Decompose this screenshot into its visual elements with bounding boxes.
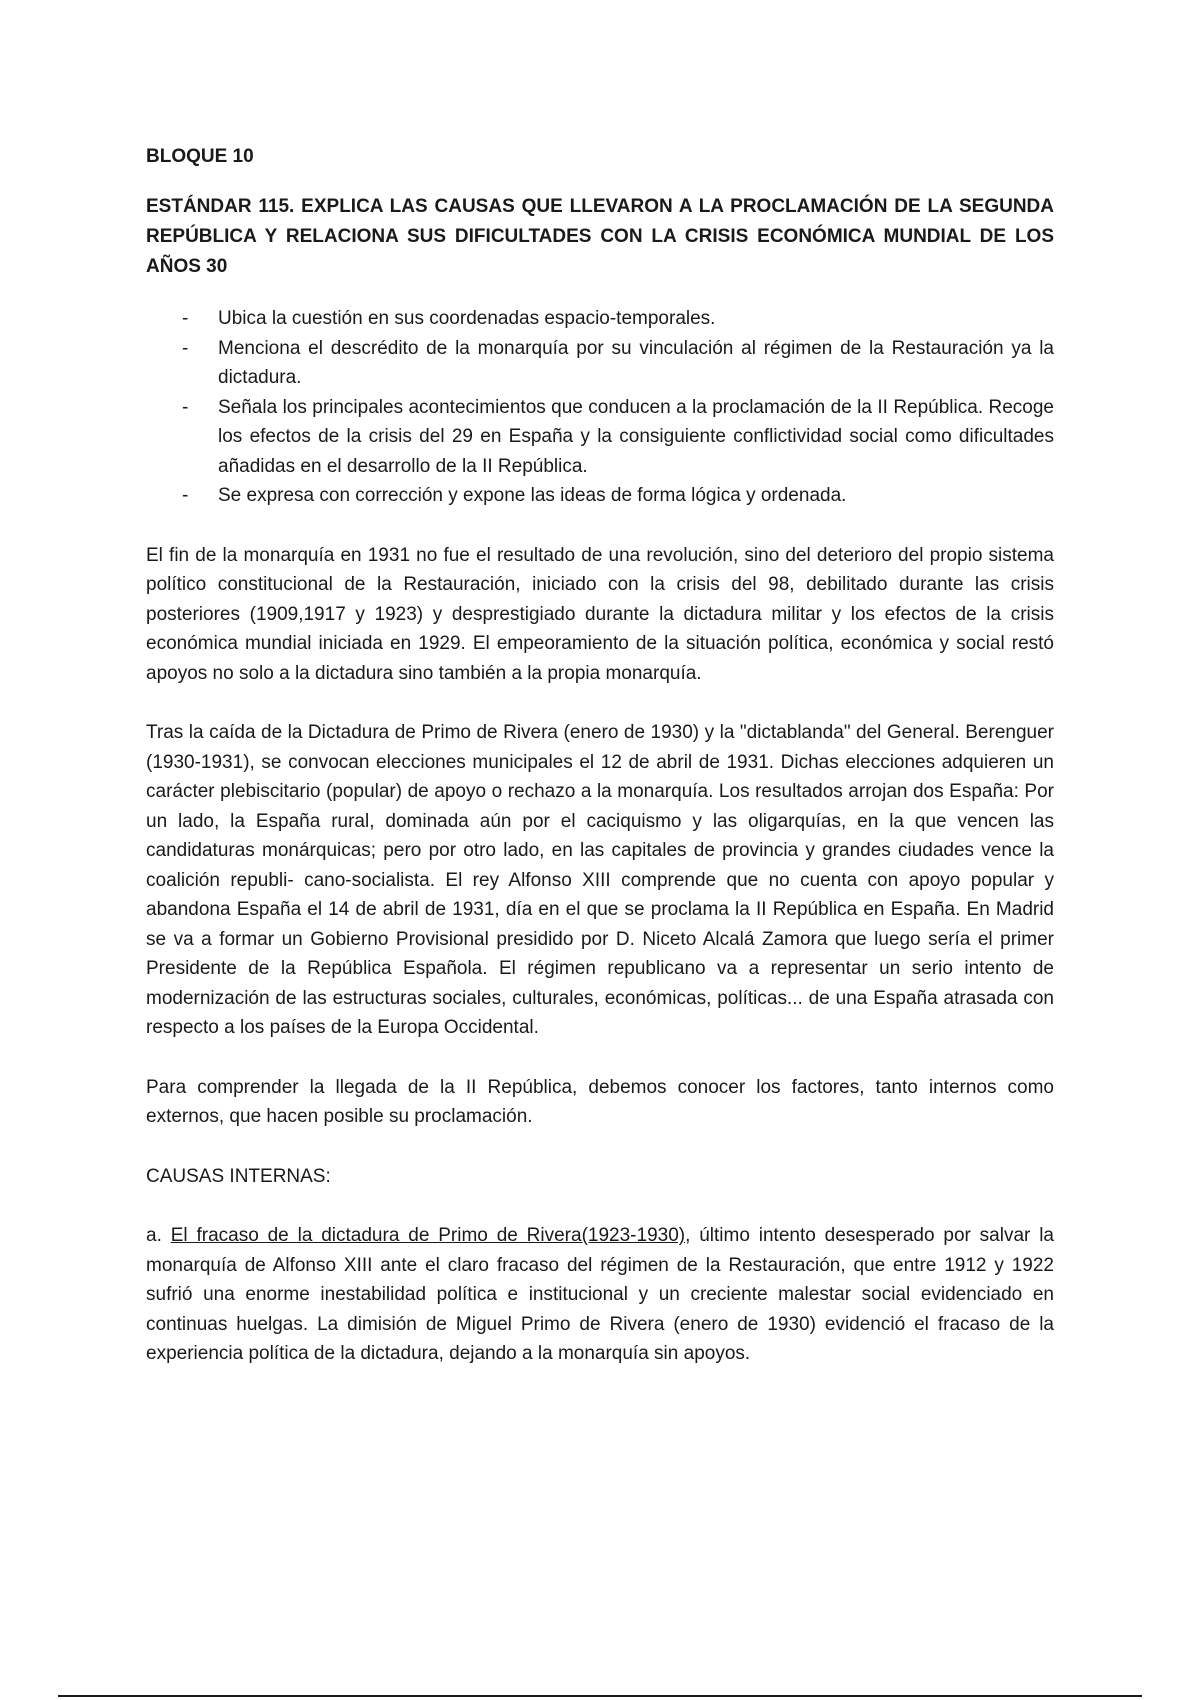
block-title: BLOQUE 10 (146, 146, 254, 167)
list-item (146, 393, 1054, 482)
criterion-text: Ubica la cuestión en sus coordenadas espacio-temporales. (218, 308, 716, 329)
cause-text: , último intento desesperado por salvar la monarquía de Alfonso XIII ante el claro fracaso del régimen de la Restauración, que entre 1912 y 1922 sufrió una enorme inestabilidad política e institucional y un creciente malestar social evidenciado en continuas huelgas. La dimisión de Miguel Primo de Rivera (enero de 1930) evidenció el fracaso de la experiencia política de la dictadura, dejando a la monarquía sin apoyos. (146, 1225, 1055, 1364)
list-item (146, 304, 1054, 334)
cause-prefix: a. (146, 1225, 162, 1246)
cause-title: El fracaso de la dictadura de Primo de Rivera(1923-1930) (170, 1225, 686, 1246)
paragraph-elections: Tras la caída de la Dictadura de Primo de Rivera (enero de 1930) y la "dictablanda" del General. Berenguer (1930-1931), se convocan elecciones municipales el 12 de abril de 1931. Dichas elecciones adquieren un carácter plebiscitario (popular) de apoyo o rechazo a la monarquía. Los resultados arrojan dos España: Por un lado, la España rural, dominada aún por el caciquismo y las oligarquías, en la que vencen las candidaturas monárquicas; pero por otro lado, en las capitales de provincia y grandes ciudades vence la coalición republi- cano-socialista. El rey Alfonso XIII comprende que no cuenta con apoyo popular y abandona España el 14 de abril de 1931, día en el que se proclama la II República en España. En Madrid se va a formar un Gobierno Provisional presidido por D. Niceto Alcalá Zamora que luego sería el primer Presidente de la República Española. El régimen republicano va a representar un serio intento de modernización de las estructuras sociales, culturales, económicas, políticas... de una España atrasada con respecto a los países de la Europa Occidental. (146, 722, 1054, 1038)
criteria-list (146, 304, 1054, 511)
footer-divider (58, 1695, 1142, 1697)
list-item (146, 481, 1054, 511)
paragraph-cause-a (146, 1221, 1054, 1369)
bullet-dash: - (182, 485, 189, 506)
standard-title: ESTÁNDAR 115. EXPLICA LAS CAUSAS QUE LLEVARON A LA PROCLAMACIÓN DE LA SEGUNDA REPÚBLICA Y RELACIONA SUS DIFICULTADES CON LA CRISIS ECONÓMICA MUNDIAL DE LOS AÑOS 30 (146, 196, 1054, 277)
section-heading: CAUSAS INTERNAS: (146, 1165, 331, 1187)
paragraph-intro: El fin de la monarquía en 1931 no fue el resultado de una revolución, sino del deterioro del propio sistema político constitucional de la Restauración, iniciado con la crisis del 98, debilitado durante las crisis posteriores (1909,1917 y 1923) y desprestigiado durante la dictadura militar y los efectos de la crisis económica mundial iniciada en 1929. El empeoramiento de la situación política, económica y social restó apoyos no solo a la dictadura sino también a la propia monarquía. (146, 544, 1054, 684)
bullet-dash: - (182, 396, 189, 418)
list-item (146, 334, 1054, 393)
criterion-text: Señala los principales acontecimientos que conducen a la proclamación de la II República. Recoge los efectos de la crisis del 29 en España y la consiguiente conflictividad social como dificultades añadidas en el desarrollo de la II República. (218, 396, 1054, 477)
bullet-dash: - (182, 308, 189, 329)
criterion-text: Menciona el descrédito de la monarquía por su vinculación al régimen de la Restauración ya la dictadura. (218, 337, 1054, 388)
criterion-text: Se expresa con corrección y expone las ideas de forma lógica y ordenada. (218, 485, 847, 506)
bullet-dash: - (182, 337, 189, 359)
paragraph-factors: Para comprender la llegada de la II República, debemos conocer los factores, tanto internos como externos, que hacen posible su proclamación. (146, 1076, 1054, 1127)
document-page (146, 142, 1054, 1399)
